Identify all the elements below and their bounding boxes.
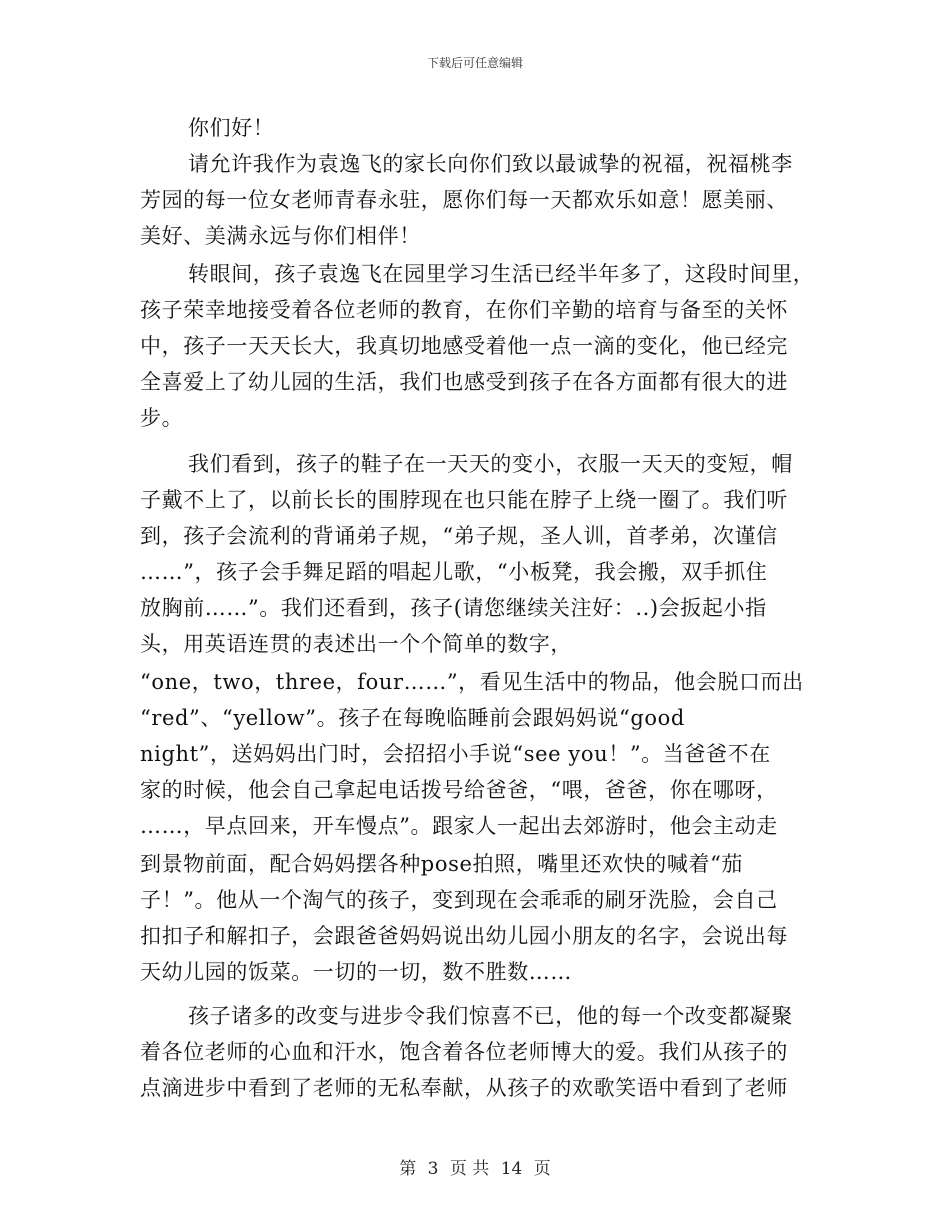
text-line: 孩子诸多的改变与进步令我们惊喜不已，他的每一个改变都凝聚 (188, 1004, 793, 1028)
page-label-prefix: 第 (399, 1159, 417, 1179)
text-line: “red”、“yellow”。孩子在每晚临睡前会跟妈妈说“good (140, 706, 685, 730)
text-line: ……，早点回来，开车慢点”。跟家人一起出去郊游时，他会主动走 (140, 814, 778, 838)
total-page-count: 14 (500, 1159, 523, 1179)
text-line: 步。 (140, 406, 184, 430)
text-line: 全喜爱上了幼儿园的生活，我们也感受到孩子在各方面都有很大的进 (140, 370, 788, 394)
text-line: 着各位老师的心血和汗水，饱含着各位老师博大的爱。我们从孩子的 (140, 1040, 788, 1064)
current-page-number: 3 (427, 1159, 439, 1179)
text-line: 到，孩子会流利的背诵弟子规，“弟子规，圣人训，首孝弟，次谨信 (140, 524, 778, 548)
page-label-middle: 页 共 (449, 1159, 490, 1179)
text-line: 放胸前……”。我们还看到，孩子(请您继续关注好：..)会扳起小指 (140, 596, 767, 620)
text-line: 芳园的每一位女老师青春永驻，愿你们每一天都欢乐如意！愿美丽、 (140, 188, 788, 212)
text-line: ……”，孩子会手舞足蹈的唱起儿歌，“小板凳，我会搬，双手抓住 (140, 560, 768, 584)
text-line: 孩子荣幸地接受着各位老师的教育，在你们辛勤的培育与备至的关怀 (140, 298, 788, 322)
page-label-suffix: 页 (533, 1159, 551, 1179)
text-line: 子戴不上了，以前长长的围脖现在也只能在脖子上绕一圈了。我们听 (140, 488, 788, 512)
text-line: 请允许我作为袁逸飞的家长向你们致以最诚挚的祝福，祝福桃李 (188, 152, 793, 176)
text-line: “one，two，three，four……”，看见生活中的物品，他会脱口而出 (140, 670, 804, 694)
text-line: 到景物前面，配合妈妈摆各种pose拍照，嘴里还欢快的喊着“茄 (140, 852, 744, 876)
page-number-footer (0, 1154, 950, 1179)
page-header-note: 下载后可任意编辑 (426, 56, 523, 70)
text-line: 扣扣子和解扣子，会跟爸爸妈妈说出幼儿园小朋友的名字，会说出每 (140, 924, 788, 948)
text-line: 你们好！ (188, 116, 275, 140)
text-line: 天幼儿园的饭菜。一切的一切，数不胜数…… (140, 960, 572, 984)
text-line: 家的时候，他会自己拿起电话拨号给爸爸，“喂，爸爸，你在哪呀， (140, 778, 778, 802)
text-line: 我们看到，孩子的鞋子在一天天的变小，衣服一天天的变短，帽 (188, 452, 793, 476)
text-line: 头，用英语连贯的表述出一个个简单的数字， (140, 632, 572, 656)
text-line: night”，送妈妈出门时，会招招小手说“see you！”。当爸爸不在 (140, 742, 771, 766)
text-line: 转眼间，孩子袁逸飞在园里学习生活已经半年多了，这段时间里， (188, 262, 815, 286)
text-line: 子！”。他从一个淘气的孩子，变到现在会乖乖的刷牙洗脸，会自己 (140, 888, 778, 912)
text-line: 美好、美满永远与你们相伴！ (140, 224, 421, 248)
text-line: 中，孩子一天天长大，我真切地感受着他一点一滴的变化，他已经完 (140, 334, 788, 358)
text-line: 点滴进步中看到了老师的无私奉献，从孩子的欢歌笑语中看到了老师 (140, 1076, 788, 1100)
